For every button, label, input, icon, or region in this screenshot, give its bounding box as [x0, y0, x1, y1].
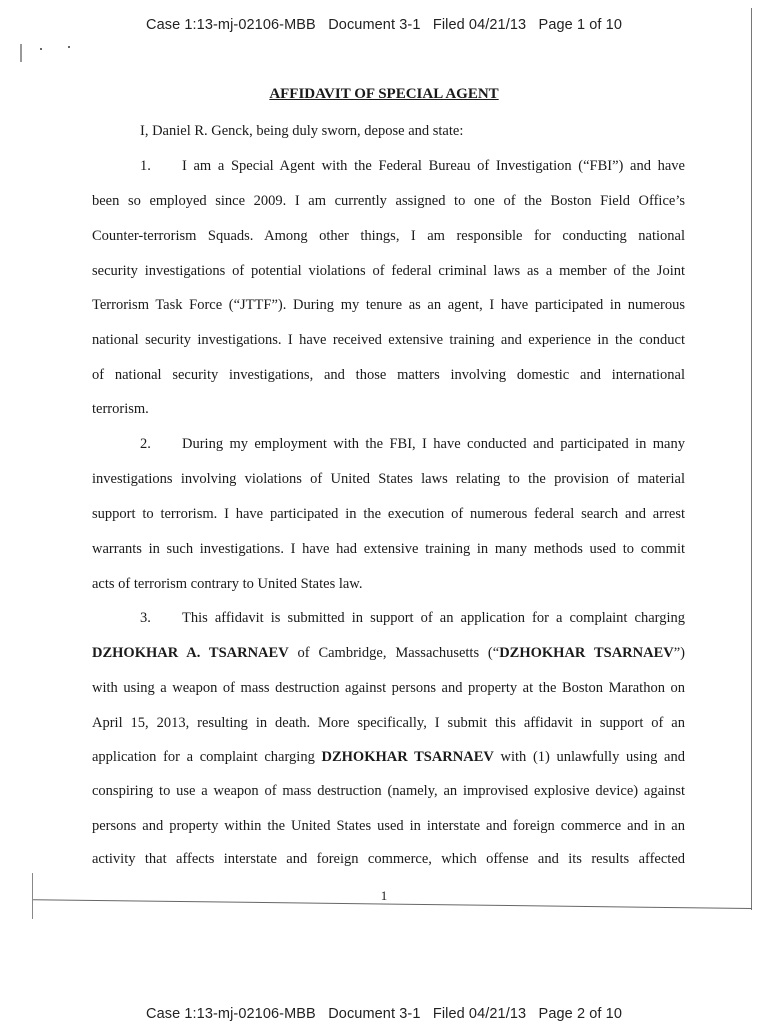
paragraph-1-line: terrorism. — [92, 401, 149, 417]
paragraph-2-line: warrants in such investigations. I have had extensive training in many methods used to commit — [92, 541, 685, 557]
paragraph-2-line: support to terrorism. I have participated in the execution of numerous federal search and arrest — [92, 506, 685, 522]
paragraph-3-line: with using a weapon of mass destruction against persons and property at the Boston Marathon on — [92, 680, 685, 696]
page-number: 1 — [380, 888, 388, 903]
paragraph-3-line: April 15, 2013, resulting in death. More specifically, I submit this affidavit in support of an — [92, 715, 685, 731]
intro-line: I, Daniel R. Genck, being duly sworn, depose and state: — [140, 123, 464, 139]
paragraph-2-line: During my employment with the FBI, I have conducted and participated in many — [182, 436, 685, 452]
scan-speck — [20, 44, 22, 62]
paragraph-number-2: 2. — [140, 436, 151, 452]
scan-speck — [68, 46, 70, 48]
paragraph-3-line: conspiring to use a weapon of mass destruction (namely, an improvised explosive device) against — [92, 783, 685, 799]
case-header-page-2: Case 1:13-mj-02106-MBB Document 3-1 Filed 04/21/13 Page 2 of 10 — [146, 1006, 622, 1022]
paragraph-1-line: national security investigations. I have received extensive training and experience in the conduct — [92, 332, 685, 348]
paragraph-1-line: of national security investigations, and those matters involving domestic and international — [92, 367, 685, 383]
paragraph-3-line: activity that affects interstate and foreign commerce, which offense and its results affected — [92, 851, 685, 867]
paragraph-3-line: This affidavit is submitted in support of an application for a complaint charging — [182, 610, 685, 626]
paragraph-number-1: 1. — [140, 158, 151, 174]
paragraph-1-line: been so employed since 2009. I am currently assigned to one of the Boston Field Office’s — [92, 193, 685, 209]
defendant-name: DZHOKHAR A. TSARNAEV — [92, 645, 289, 661]
paragraph-2-line: acts of terrorism contrary to United States law. — [92, 576, 363, 592]
paragraph-1-line: Terrorism Task Force (“JTTF”). During my tenure as an agent, I have participated in numerous — [92, 297, 685, 313]
paragraph-number-3: 3. — [140, 610, 151, 626]
paragraph-2-line: investigations involving violations of United States laws relating to the provision of material — [92, 471, 685, 487]
paragraph-3-line: persons and property within the United States used in interstate and foreign commerce and in an — [92, 818, 685, 834]
case-header-page-1: Case 1:13-mj-02106-MBB Document 3-1 Filed 04/21/13 Page 1 of 10 — [146, 17, 622, 33]
paragraph-3-line: application for a complaint charging DZHOKHAR TSARNAEV with (1) unlawfully using and — [92, 749, 685, 765]
paragraph-1-line: I am a Special Agent with the Federal Bureau of Investigation (“FBI”) and have — [182, 158, 685, 174]
paragraph-1-line: Counter-terrorism Squads. Among other things, I am responsible for conducting national — [92, 228, 685, 244]
paragraph-1-line: security investigations of potential violations of federal criminal laws as a member of the Joint — [92, 263, 685, 279]
scan-speck — [40, 48, 42, 50]
defendant-name: DZHOKHAR TSARNAEV — [321, 749, 494, 765]
document-title: AFFIDAVIT OF SPECIAL AGENT — [269, 86, 499, 102]
paragraph-3-line: DZHOKHAR A. TSARNAEV of Cambridge, Massachusetts (“DZHOKHAR TSARNAEV”) — [92, 645, 686, 661]
defendant-name: DZHOKHAR TSARNAEV — [499, 645, 674, 661]
scan-page-edge-right — [751, 8, 752, 910]
